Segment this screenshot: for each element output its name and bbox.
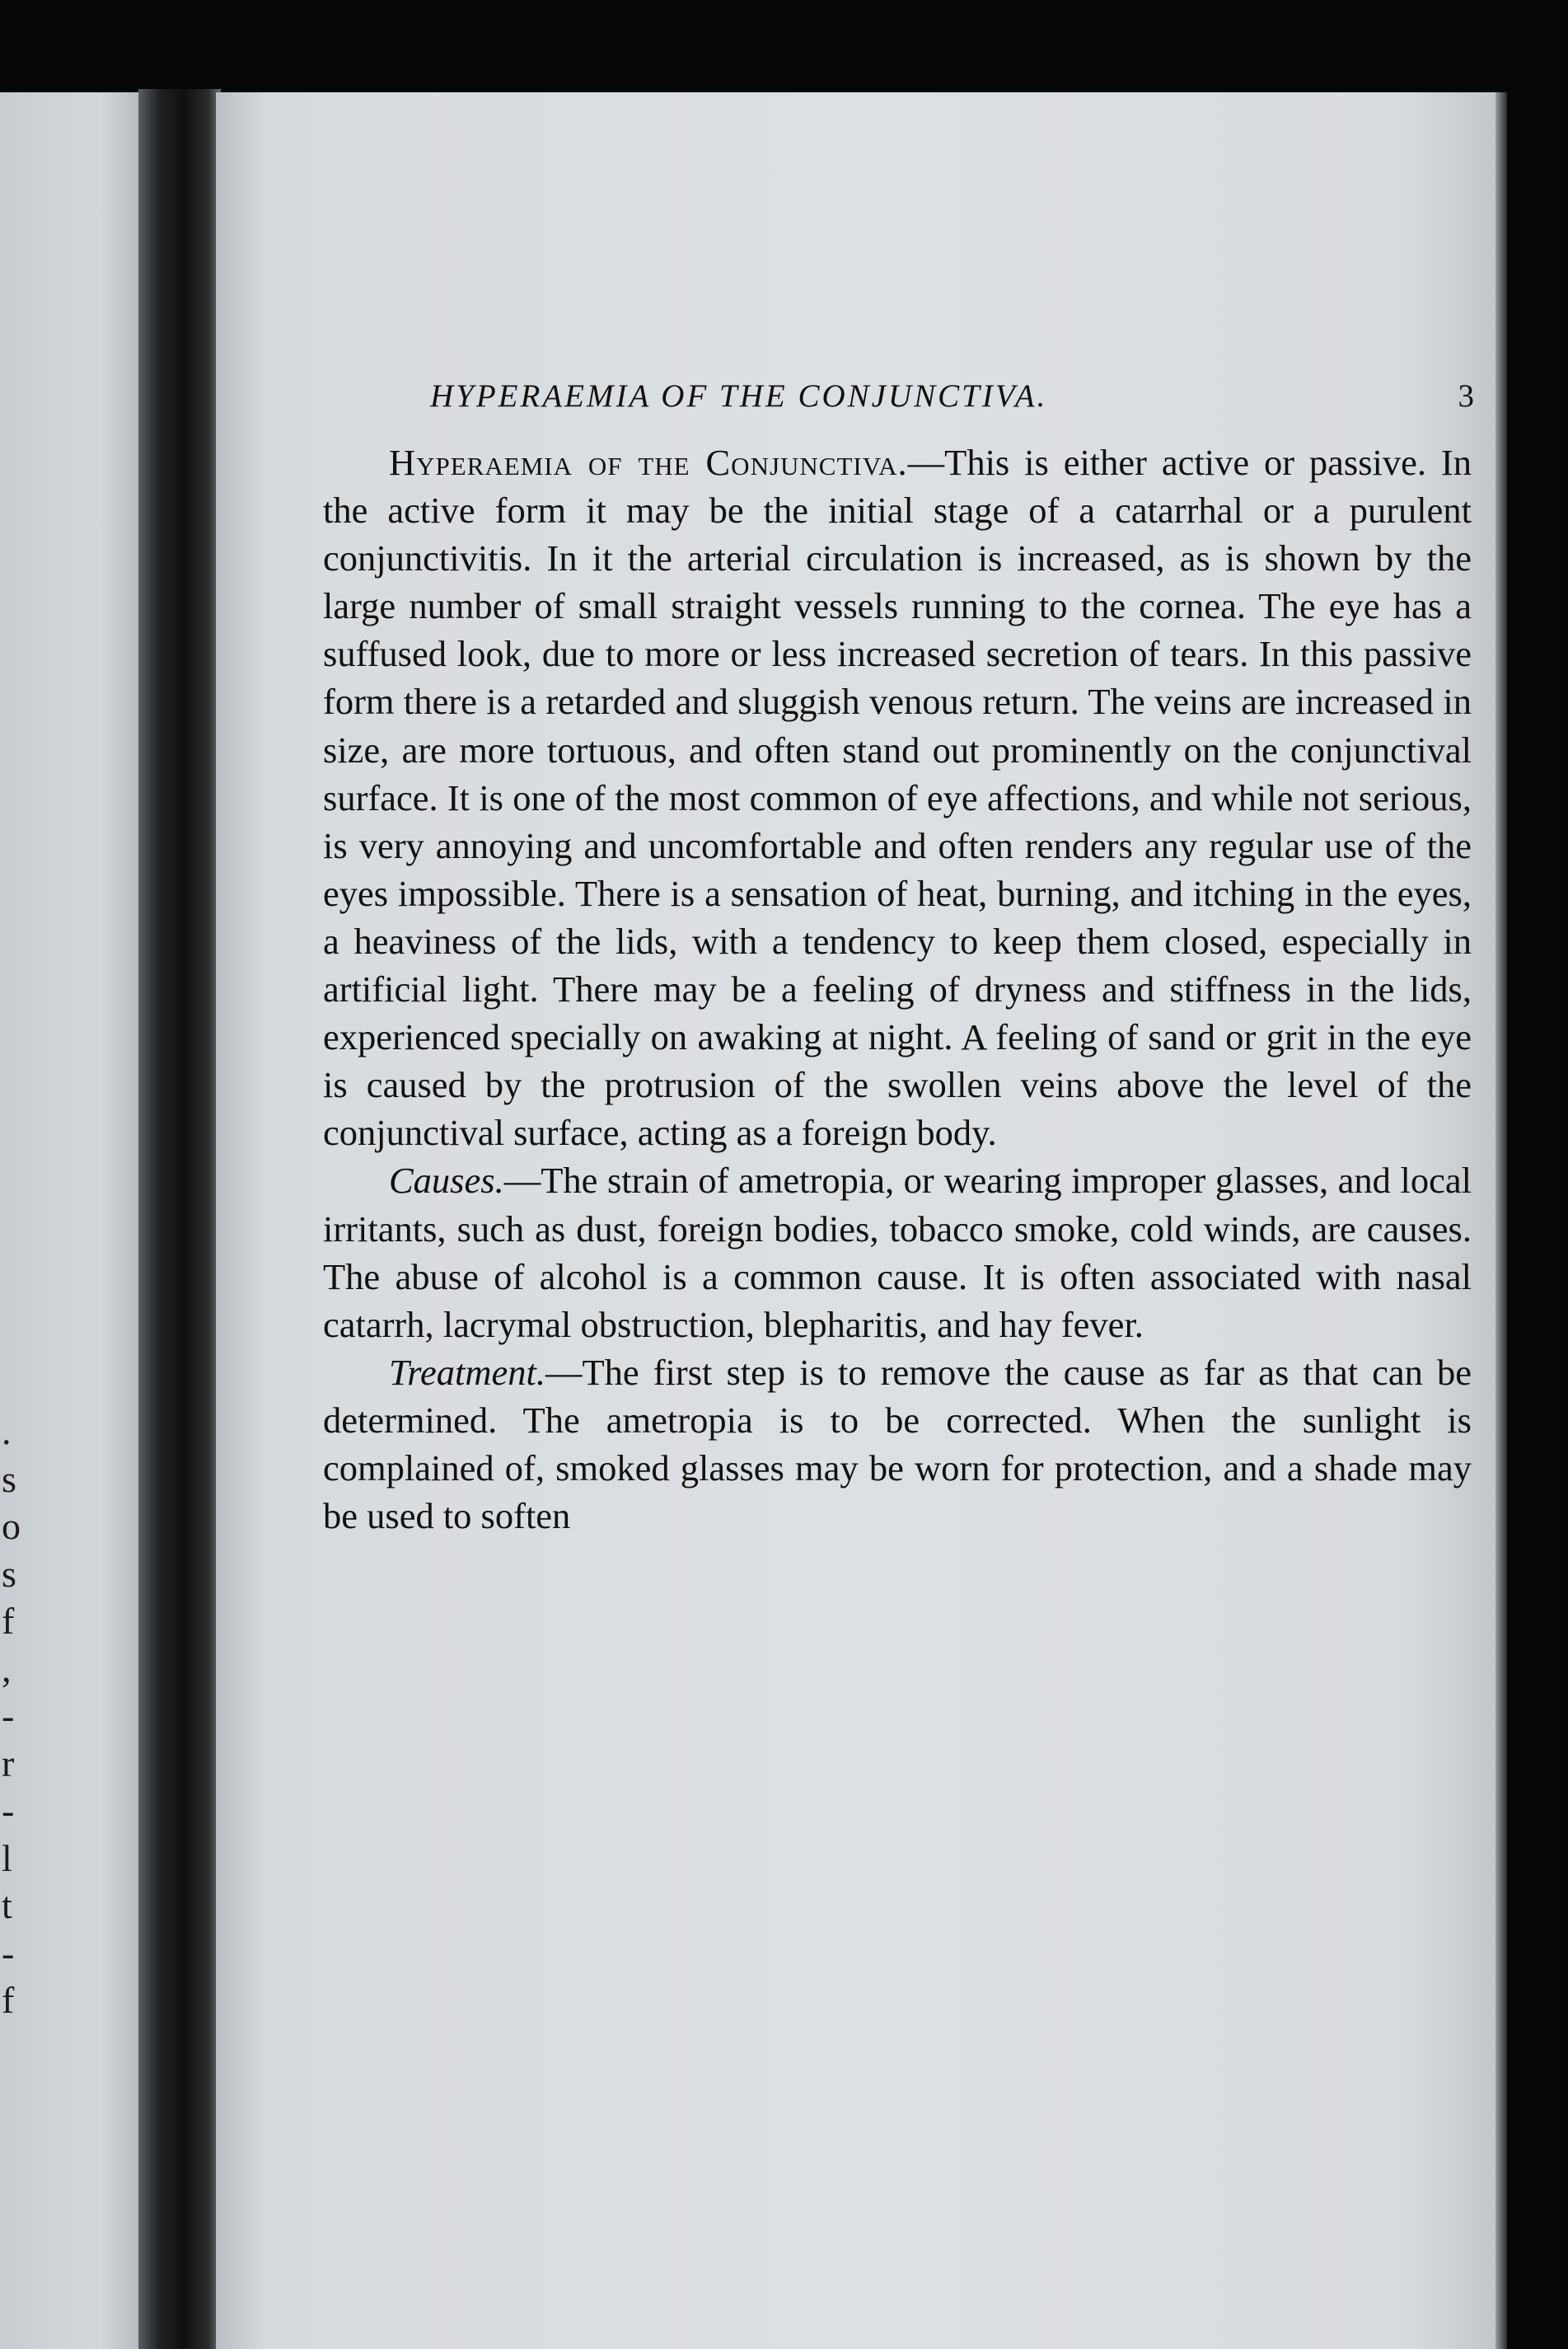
treatment-heading: Treatment.: [389, 1351, 545, 1393]
fragment: -: [2, 1695, 15, 1737]
causes-text: —The strain of ametropia, or wearing improper glasses, and local irritants, such as dust, foreign bodies, tobacco smoke, cold winds, are causes. The abuse of alcohol is a common cause. It is often associated with nasal catarrh, lacrymal obstruction, blepharitis, and hay fever.: [323, 1160, 1472, 1345]
treatment-paragraph: [323, 1348, 1472, 1540]
fragment: t: [2, 1884, 12, 1926]
fragment: r: [2, 1742, 15, 1784]
fragment: s: [2, 1457, 16, 1500]
intro-text: —This is either active or passive. In the active form it may be the initial stage of a catarrhal or a purulent conjunctivitis. In it the arterial circulation is increased, as is shown by the large number of small straight vessels running to the cornea. The eye has a suffused look, due to more or less increased secretion of tears. In this passive form there is a retarded and sluggish venous return. The veins are increased in size, are more tortuous, and often stand out prominently on the conjunctival surface. It is one of the most common of eye affections, and while not serious, is very annoying and uncomfortable and often renders any regular use of the eyes impossible. There is a sensation of heat, burning, and itching in the eyes, a heaviness of the lids, with a tendency to keep them closed, especially in artificial light. There may be a feeling of dryness and stiffness in the lids, experienced specially on awaking at night. A feeling of sand or grit in the eye is caused by the protrusion of the swollen veins above the level of the conjunctival surface, acting as a foreign body.: [323, 442, 1472, 1154]
page-number: 3: [1458, 378, 1477, 414]
previous-page-edge: [0, 92, 142, 2349]
page-body: [323, 438, 1472, 1540]
treatment-text: —The first step is to remove the cause as far as that can be determined. The ametropia is to be corrected. When the sunlight is complained of, smoked glasses may be worn for protection, and a shade may be used to soften: [323, 1351, 1472, 1537]
fragment: f: [2, 1979, 15, 2021]
fragment: -: [2, 1789, 15, 1831]
book-page: [216, 92, 1502, 2349]
fragment: o: [2, 1505, 21, 1547]
fragment: s: [2, 1552, 16, 1595]
intro-paragraph: [323, 438, 1472, 1156]
fragment: .: [2, 1410, 12, 1452]
running-head-title: HYPERAEMIA OF THE CONJUNCTIVA.: [430, 378, 1048, 414]
fragment: ,: [2, 1647, 12, 1690]
previous-page-fragments: [2, 1408, 35, 2024]
fragment: f: [2, 1600, 15, 1642]
causes-paragraph: [323, 1156, 1472, 1348]
book-gutter-shadow: [138, 89, 221, 2349]
page-right-edge: [1495, 92, 1507, 2349]
running-head: [430, 377, 1477, 435]
fragment: l: [2, 1836, 12, 1879]
section-heading: Hyperaemia of the Conjunctiva.: [389, 442, 908, 483]
causes-heading: Causes.: [389, 1160, 504, 1202]
fragment: -: [2, 1931, 15, 1974]
